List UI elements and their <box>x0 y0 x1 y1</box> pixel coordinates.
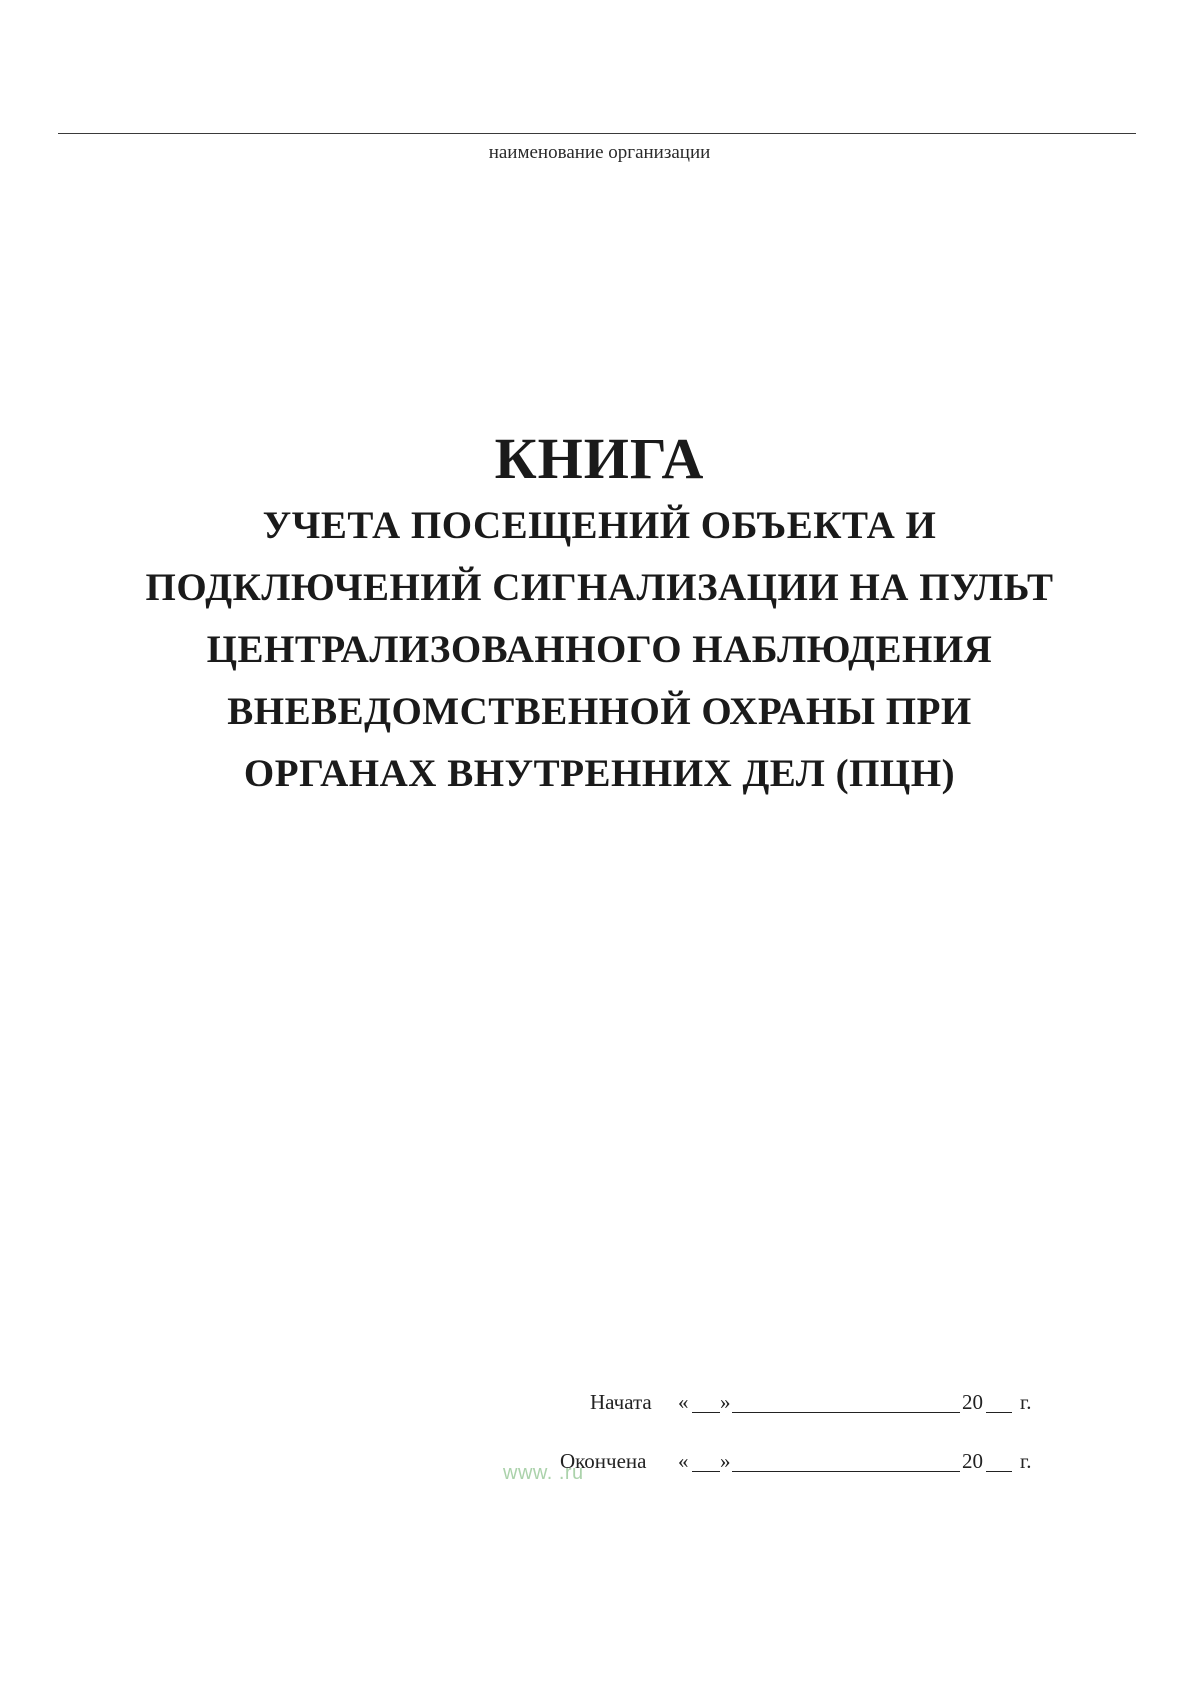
title-block <box>60 425 1139 805</box>
title-line: ОРГАНАХ ВНУТРЕННИХ ДЕЛ (ПЦН) <box>243 752 956 795</box>
organization-name-line <box>58 133 1136 134</box>
close-quote: » <box>720 1390 731 1414</box>
title-line: ПОДКЛЮЧЕНИЙ СИГНАЛИЗАЦИИ НА ПУЛЬТ <box>145 566 1054 609</box>
end-date-label: Окончена <box>560 1449 647 1473</box>
organization-caption: наименование организации <box>488 142 711 163</box>
month-blank <box>732 1471 960 1472</box>
open-quote: « <box>678 1390 689 1414</box>
title-main: КНИГА <box>494 426 705 491</box>
year-suffix: г. <box>1020 1449 1032 1473</box>
start-date-row <box>560 1389 1080 1419</box>
day-blank <box>692 1471 720 1472</box>
start-date-label: Начата <box>590 1390 652 1414</box>
year-prefix: 20 <box>962 1449 983 1473</box>
title-line: ЦЕНТРАЛИЗОВАННОГО НАБЛЮДЕНИЯ <box>206 628 993 671</box>
close-quote: » <box>720 1449 731 1473</box>
watermark: www. .ru <box>503 1462 584 1484</box>
title-line: УЧЕТА ПОСЕЩЕНИЙ ОБЪЕКТА И <box>262 504 937 547</box>
title-subtitle <box>60 495 1139 805</box>
year-prefix: 20 <box>962 1390 983 1414</box>
open-quote: « <box>678 1449 689 1473</box>
day-blank <box>692 1412 720 1413</box>
year-blank <box>986 1471 1012 1472</box>
year-blank <box>986 1412 1012 1413</box>
year-suffix: г. <box>1020 1390 1032 1414</box>
month-blank <box>732 1412 960 1413</box>
end-date-row <box>560 1448 1080 1478</box>
title-line: ВНЕВЕДОМСТВЕННОЙ ОХРАНЫ ПРИ <box>227 690 972 733</box>
